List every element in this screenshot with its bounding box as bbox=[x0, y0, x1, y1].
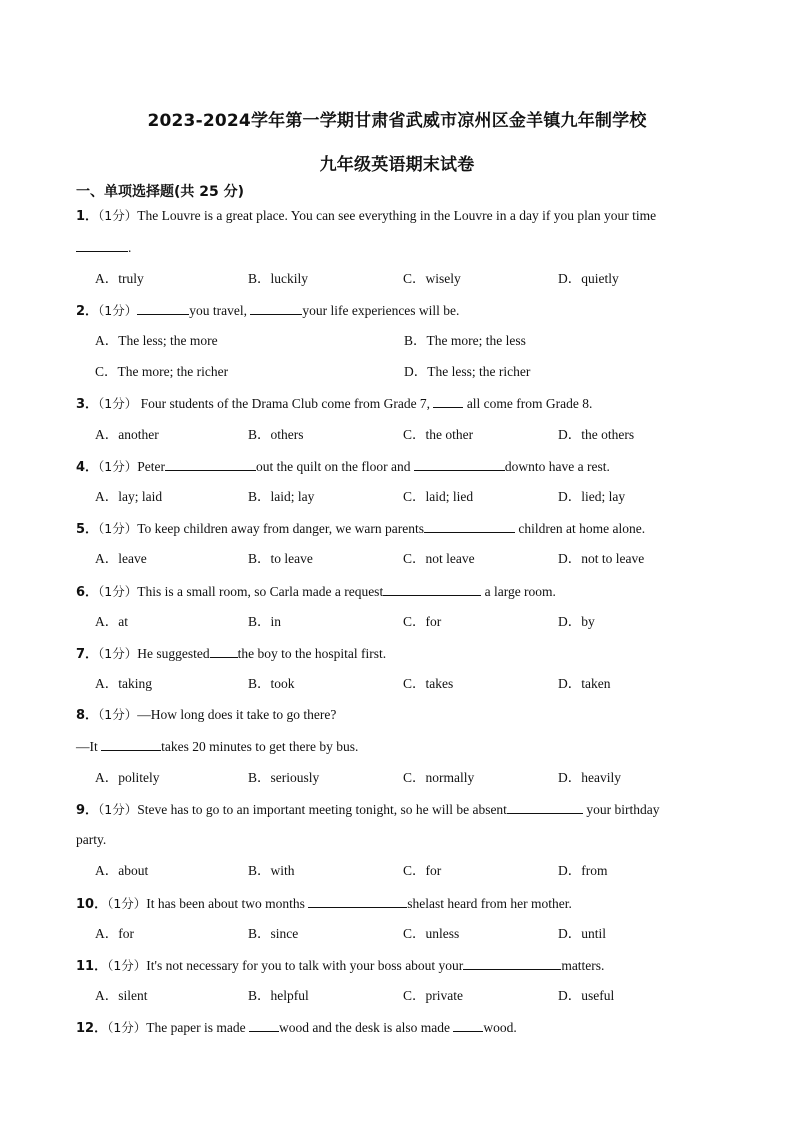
option-c: C．takes bbox=[403, 676, 454, 691]
option-a: A．leave bbox=[95, 551, 147, 566]
option-c: C．unless bbox=[403, 926, 460, 941]
question-8-response bbox=[76, 737, 358, 756]
option-d: D．from bbox=[558, 863, 608, 878]
answer-blank bbox=[76, 238, 128, 252]
question-stem: It has been about two months bbox=[146, 896, 309, 911]
question-5 bbox=[76, 519, 645, 539]
question-stem: children at home alone. bbox=[515, 521, 646, 536]
question-number: 10． bbox=[76, 897, 108, 912]
question-number: 6． bbox=[76, 585, 99, 600]
answer-blank bbox=[101, 737, 161, 751]
question-12 bbox=[76, 1018, 517, 1038]
option-d: D．The less; the richer bbox=[404, 364, 531, 379]
option-d: D．the others bbox=[558, 427, 635, 442]
option-b: B．took bbox=[248, 676, 295, 691]
exam-title: 2023-2024学年第一学期甘肃省武威市凉州区金羊镇九年制学校 bbox=[147, 111, 647, 131]
question-score: （1分） bbox=[107, 896, 147, 911]
option-b: B．luckily bbox=[248, 271, 308, 286]
question-1-continued bbox=[76, 238, 131, 257]
question-number: 11． bbox=[76, 959, 108, 974]
question-8 bbox=[76, 706, 336, 725]
answer-blank bbox=[165, 457, 256, 471]
option-d: D．by bbox=[558, 614, 595, 629]
question-stem: —It bbox=[76, 739, 102, 754]
question-score: （1分） bbox=[98, 802, 138, 817]
question-score: （1分） bbox=[98, 396, 138, 411]
question-number: 3． bbox=[76, 397, 99, 412]
answer-blank bbox=[424, 519, 515, 533]
question-7 bbox=[76, 644, 386, 664]
section-heading: 一、单项选择题(共 25 分) bbox=[76, 184, 245, 200]
option-c: C．The more; the richer bbox=[95, 364, 229, 379]
answer-blank bbox=[414, 457, 505, 471]
option-a: A．politely bbox=[95, 770, 160, 785]
option-a: A．another bbox=[95, 427, 159, 442]
option-a: A．lay; laid bbox=[95, 489, 163, 504]
question-stem: your life experiences will be. bbox=[302, 303, 460, 318]
option-c: C．for bbox=[403, 614, 442, 629]
question-stem: a large room. bbox=[481, 584, 556, 599]
option-a: A．for bbox=[95, 926, 134, 941]
option-c: C．for bbox=[403, 863, 442, 878]
option-a: A．about bbox=[95, 863, 149, 878]
answer-blank bbox=[433, 394, 463, 408]
question-stem: the boy to the hospital first. bbox=[237, 646, 387, 661]
question-9-continued bbox=[76, 831, 106, 849]
option-c: C．normally bbox=[403, 770, 475, 785]
option-b: B．to leave bbox=[248, 551, 313, 566]
question-stem: wood and the desk is also made bbox=[279, 1020, 454, 1035]
option-b: B．in bbox=[248, 614, 282, 629]
exam-subtitle: 九年级英语期末试卷 bbox=[319, 155, 475, 175]
question-score: （1分） bbox=[98, 584, 138, 599]
question-9 bbox=[76, 800, 659, 820]
option-d: D．lied; lay bbox=[558, 489, 626, 504]
option-b: B．since bbox=[248, 926, 299, 941]
question-3 bbox=[76, 394, 592, 414]
question-number: 2． bbox=[76, 304, 99, 319]
answer-blank bbox=[463, 956, 561, 970]
question-number: 12． bbox=[76, 1021, 108, 1036]
question-stem: Peter bbox=[137, 459, 165, 474]
option-d: D．not to leave bbox=[558, 551, 645, 566]
question-stem: matters. bbox=[561, 958, 605, 973]
option-a: A．silent bbox=[95, 988, 148, 1003]
question-score: （1分） bbox=[98, 208, 138, 223]
question-stem: downto have a rest. bbox=[504, 459, 610, 474]
option-c: C．the other bbox=[403, 427, 474, 442]
question-4 bbox=[76, 457, 610, 477]
option-d: D．useful bbox=[558, 988, 615, 1003]
question-stem: The Louvre is a great place. You can see everything in the Louvre in a day if you plan your time bbox=[137, 208, 657, 223]
question-stem: all come from Grade 8. bbox=[463, 396, 593, 411]
question-number: 5． bbox=[76, 522, 99, 537]
option-c: C．private bbox=[403, 988, 463, 1003]
option-d: D．heavily bbox=[558, 770, 621, 785]
option-b: B．seriously bbox=[248, 770, 320, 785]
option-a: A．at bbox=[95, 614, 128, 629]
question-stem: Steve has to go to an important meeting tonight, so he will be absent bbox=[137, 802, 507, 817]
option-c: C．laid; lied bbox=[403, 489, 474, 504]
question-stem: your birthday bbox=[582, 802, 660, 817]
answer-blank bbox=[507, 800, 583, 814]
option-b: B．helpful bbox=[248, 988, 309, 1003]
question-stem: party. bbox=[76, 832, 107, 847]
question-stem: shelast heard from her mother. bbox=[407, 896, 572, 911]
question-score: （1分） bbox=[98, 646, 138, 661]
question-score: （1分） bbox=[107, 1020, 147, 1035]
answer-blank bbox=[210, 644, 238, 658]
answer-blank bbox=[308, 894, 407, 908]
question-11 bbox=[76, 956, 604, 976]
question-stem: The paper is made bbox=[146, 1020, 250, 1035]
question-score: （1分） bbox=[98, 303, 138, 318]
question-1 bbox=[76, 207, 656, 226]
question-stem: To keep children away from danger, we warn parents bbox=[137, 521, 425, 536]
question-number: 9． bbox=[76, 803, 99, 818]
question-score: （1分） bbox=[98, 459, 138, 474]
option-a: A．truly bbox=[95, 271, 144, 286]
option-a: A．taking bbox=[95, 676, 152, 691]
option-a: A．The less; the more bbox=[95, 333, 218, 348]
option-d: D．taken bbox=[558, 676, 611, 691]
question-stem: It's not necessary for you to talk with your boss about your bbox=[146, 958, 464, 973]
option-d: D．until bbox=[558, 926, 607, 941]
question-stem: you travel, bbox=[189, 303, 251, 318]
question-6 bbox=[76, 582, 556, 602]
question-number: 7． bbox=[76, 647, 99, 662]
answer-blank bbox=[137, 301, 189, 315]
question-number: 1． bbox=[76, 209, 99, 224]
question-score: （1分） bbox=[98, 707, 138, 722]
question-score: （1分） bbox=[107, 958, 147, 973]
question-score: （1分） bbox=[98, 521, 138, 536]
question-stem: —How long does it take to go there? bbox=[137, 707, 337, 722]
option-d: D．quietly bbox=[558, 271, 619, 286]
answer-blank bbox=[383, 582, 481, 596]
option-b: B．with bbox=[248, 863, 295, 878]
question-stem: wood. bbox=[483, 1020, 517, 1035]
question-stem: Four students of the Drama Club come from Grade 7, bbox=[137, 396, 434, 411]
question-stem: out the quilt on the floor and bbox=[256, 459, 414, 474]
question-number: 4． bbox=[76, 460, 99, 475]
question-10 bbox=[76, 894, 572, 914]
question-number: 8． bbox=[76, 708, 99, 723]
option-b: B．The more; the less bbox=[404, 333, 526, 348]
option-b: B．laid; lay bbox=[248, 489, 315, 504]
question-stem: takes 20 minutes to get there by bus. bbox=[161, 739, 359, 754]
question-stem: This is a small room, so Carla made a request bbox=[137, 584, 384, 599]
option-c: C．wisely bbox=[403, 271, 461, 286]
question-2 bbox=[76, 301, 459, 321]
question-stem: He suggested bbox=[137, 646, 210, 661]
answer-blank bbox=[453, 1018, 483, 1032]
question-stem-end: . bbox=[128, 240, 132, 255]
option-c: C．not leave bbox=[403, 551, 475, 566]
answer-blank bbox=[250, 301, 302, 315]
answer-blank bbox=[249, 1018, 279, 1032]
option-b: B．others bbox=[248, 427, 304, 442]
